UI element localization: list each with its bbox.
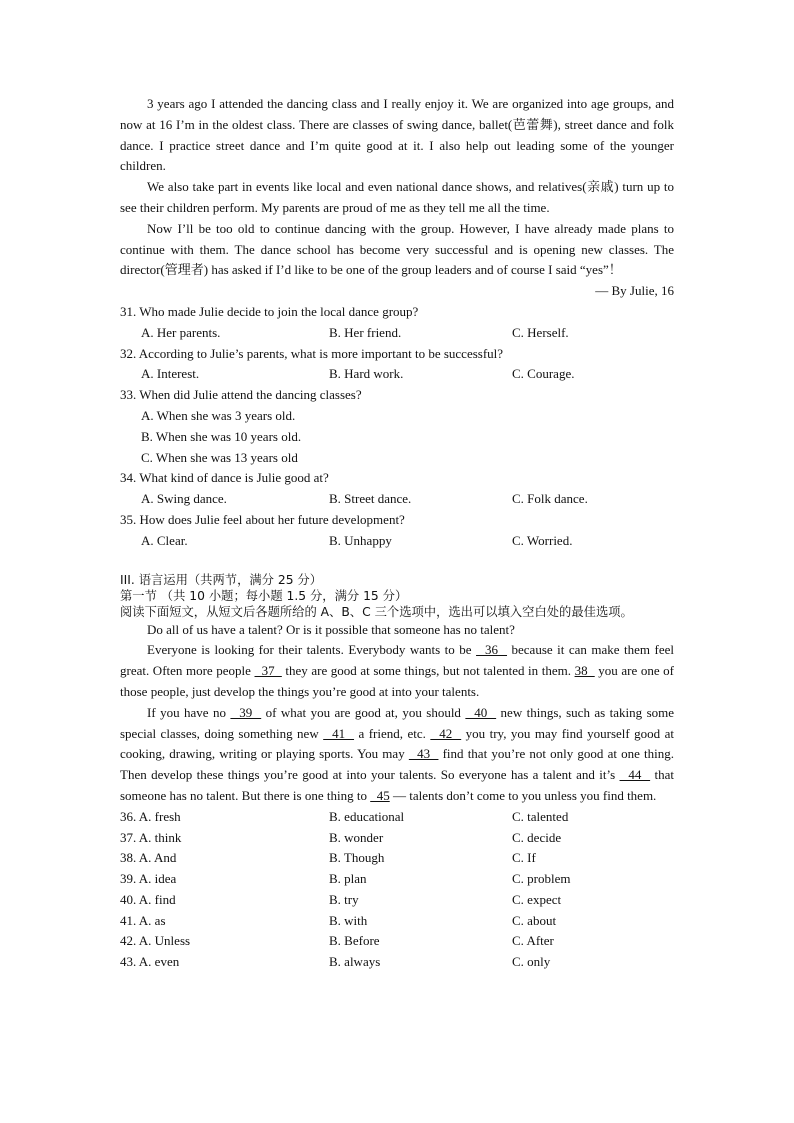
choice-row-42 xyxy=(120,931,674,952)
blank-43: 43 xyxy=(408,746,439,762)
option-a: A. Clear. xyxy=(141,532,188,548)
option-b: B. Unhappy xyxy=(329,532,392,548)
cloze-paragraph: If you have no 39 of what you are good at, you should 40 new things, such as taking some special classes, doing something new 41 a friend, etc. 42 you try, you may find yourself good at cooking, drawing, writing or playing sports. You may 43 find that you’re not only good at one thing. Then develop these things you’re good at into your talents. So everyone has a talent and it’s 44 that someone has no talent. But there is one thing to 45 — talents don’t come to you unless you find them. xyxy=(120,704,675,803)
passage-paragraph: 3 years ago I attended the dancing class and I really enjoy it. We are organized into age groups, and now at 16 I’m in the oldest class. There are classes of swing dance, ballet(芭蕾舞), street dance and folk dance. I practice street dance and I’m quite good at it. I also help out leading some of the younger children. xyxy=(120,96,674,174)
option-a: A. Her parents. xyxy=(141,324,221,340)
question-32 xyxy=(120,344,674,386)
blank-40: 40 xyxy=(465,704,497,720)
choice-a: 36. A. fresh xyxy=(120,808,181,824)
option-b: B. Hard work. xyxy=(329,366,404,382)
choice-a: 37. A. think xyxy=(120,829,182,845)
section-title: III. 语言运用（共两节，满分 25 分） xyxy=(120,572,323,587)
question-34 xyxy=(120,468,674,510)
blank-37: 37 xyxy=(254,663,282,679)
choice-b: B. try xyxy=(329,891,359,907)
exam-page xyxy=(120,94,674,973)
choice-c: C. expect xyxy=(512,891,562,907)
choice-b: B. Though xyxy=(329,850,385,866)
question-options xyxy=(120,531,674,552)
choice-a: 39. A. idea xyxy=(120,871,177,887)
passage-signature: — By Julie, 16 xyxy=(595,283,674,299)
choice-c: C. only xyxy=(512,954,551,970)
choice-c: C. If xyxy=(512,850,536,866)
option-a: A. When she was 3 years old. xyxy=(141,407,296,423)
choice-b: B. always xyxy=(329,954,381,970)
choice-b: B. plan xyxy=(329,871,367,887)
blank-41: 41 xyxy=(323,725,355,741)
choice-a: 40. A. find xyxy=(120,891,176,907)
choice-list xyxy=(120,807,674,973)
option-c: C. Worried. xyxy=(512,532,573,548)
choice-c: C. talented xyxy=(512,808,569,824)
question-stem: 35. How does Julie feel about her future development? xyxy=(120,511,405,527)
choice-row-40 xyxy=(120,890,674,911)
cloze-paragraph: Everyone is looking for their talents. Everybody wants to be 36 because it can make them feel great. Often more people 37 they are good at some things, but not talented in them. 38 you are one of those people, just develop the things you’re good at into your talents. xyxy=(120,642,674,699)
choice-a: 42. A. Unless xyxy=(120,933,191,949)
question-stem: 32. According to Julie’s parents, what is more important to be successful? xyxy=(120,345,504,361)
choice-a: 41. A. as xyxy=(120,912,166,928)
option-c: C. Folk dance. xyxy=(512,491,588,507)
blank-45: 45 xyxy=(370,787,390,803)
question-35 xyxy=(120,510,674,552)
blank-38: 38 xyxy=(574,663,595,679)
option-b: B. Street dance. xyxy=(329,491,412,507)
choice-c: C. decide xyxy=(512,829,562,845)
choice-row-43 xyxy=(120,952,674,973)
option-c: C. Courage. xyxy=(512,366,575,382)
choice-row-36 xyxy=(120,807,674,828)
choice-row-39 xyxy=(120,869,674,890)
section-subtitle: 第一节 （共 10 小题；每小题 1.5 分，满分 15 分） xyxy=(120,588,408,603)
question-33 xyxy=(120,385,674,468)
option-a: A. Interest. xyxy=(141,366,200,382)
choice-b: B. educational xyxy=(329,808,405,824)
section-instruction: 阅读下面短文，从短文后各题所给的 A、B、C 三个选项中，选出可以填入空白处的最佳选项。 xyxy=(120,604,633,619)
question-31 xyxy=(120,302,674,344)
choice-b: B. Before xyxy=(329,933,380,949)
question-stem: 33. When did Julie attend the dancing classes? xyxy=(120,387,362,403)
choice-a: 43. A. even xyxy=(120,954,180,970)
blank-42: 42 xyxy=(430,725,462,741)
choice-c: C. problem xyxy=(512,871,571,887)
choice-c: C. After xyxy=(512,933,554,949)
option-c: C. Herself. xyxy=(512,324,569,340)
blank-36: 36 xyxy=(476,642,508,658)
blank-44: 44 xyxy=(619,767,651,783)
choice-c: C. about xyxy=(512,912,557,928)
choice-row-41 xyxy=(120,911,674,932)
option-c: C. When she was 13 years old xyxy=(141,449,298,465)
question-options xyxy=(120,323,674,344)
option-b: B. When she was 10 years old. xyxy=(141,428,302,444)
question-stem: 34. What kind of dance is Julie good at? xyxy=(120,470,329,486)
passage-paragraph: Now I’ll be too old to continue dancing with the group. However, I have already made plans to continue with them. The dance school has become very successful and is opening new classes. The director(管理者) has asked if I’d like to be one of the group leaders and of course I said “yes”！ xyxy=(120,220,674,278)
choice-row-38 xyxy=(120,848,674,869)
cloze-paragraph: Do all of us have a talent? Or is it possible that someone has no talent? xyxy=(147,621,515,637)
question-options xyxy=(120,489,674,510)
question-stem: 31. Who made Julie decide to join the local dance group? xyxy=(120,303,419,319)
option-a: A. Swing dance. xyxy=(141,491,227,507)
choice-a: 38. A. And xyxy=(120,850,177,866)
question-options xyxy=(120,364,674,385)
choice-row-37 xyxy=(120,828,674,849)
choice-b: B. with xyxy=(329,912,368,928)
choice-b: B. wonder xyxy=(329,829,384,845)
passage-paragraph: We also take part in events like local and even national dance shows, and relatives(亲戚) turn up to see their children perform. My parents are proud of me as they tell me all the time. xyxy=(120,179,674,215)
option-b: B. Her friend. xyxy=(329,324,402,340)
blank-39: 39 xyxy=(230,704,262,720)
